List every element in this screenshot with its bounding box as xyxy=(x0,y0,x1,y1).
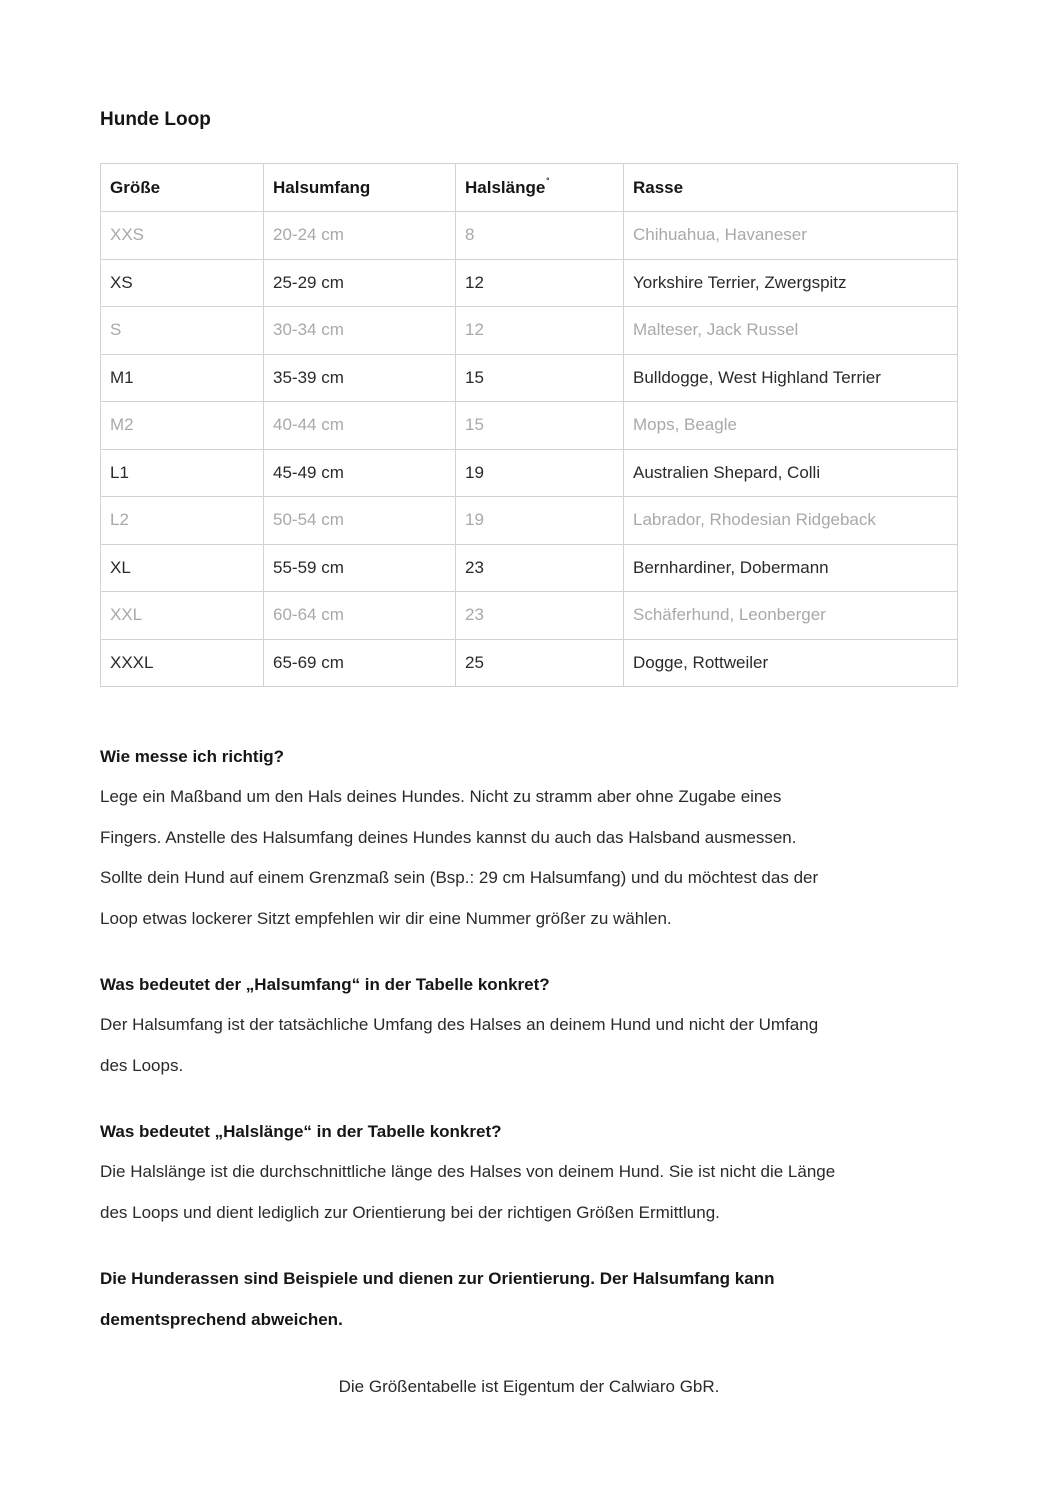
cell-halslaenge: 23 xyxy=(456,592,624,640)
table-row xyxy=(101,449,958,497)
cell-groesse: XXXL xyxy=(101,639,264,687)
table-header-row xyxy=(101,164,958,212)
column-header-rasse: Rasse xyxy=(624,164,958,212)
cell-groesse: XXL xyxy=(101,592,264,640)
cell-rasse: Malteser, Jack Russel xyxy=(624,307,958,355)
table-row xyxy=(101,259,958,307)
cell-halsumfang: 50-54 cm xyxy=(264,497,456,545)
section-heading: Was bedeutet der „Halsumfang“ in der Tabelle konkret? xyxy=(100,975,550,994)
document-body xyxy=(100,737,958,1407)
section-halslaenge-meaning xyxy=(100,1112,958,1233)
section-heading: Was bedeutet „Halslänge“ in der Tabelle konkret? xyxy=(100,1122,502,1141)
section-body-line: Sollte dein Hund auf einem Grenzmaß sein (Bsp.: 29 cm Halsumfang) und du möchtest das der xyxy=(100,868,819,887)
section-halsumfang-meaning xyxy=(100,965,958,1086)
cell-rasse: Mops, Beagle xyxy=(624,402,958,450)
cell-groesse: M2 xyxy=(101,402,264,450)
section-body-line: des Loops und dient lediglich zur Orientierung bei der richtigen Größen Ermittlung. xyxy=(100,1202,720,1222)
column-header-halslaenge-label: Halslänge xyxy=(465,177,546,197)
cell-groesse: XL xyxy=(101,544,264,592)
cell-halsumfang: 55-59 cm xyxy=(264,544,456,592)
column-header-halsumfang: Halsumfang xyxy=(264,164,456,212)
table-row xyxy=(101,544,958,592)
cell-halslaenge: 12 xyxy=(456,259,624,307)
cell-halslaenge: 25 xyxy=(456,639,624,687)
cell-rasse: Yorkshire Terrier, Zwergspitz xyxy=(624,259,958,307)
cell-rasse: Chihuahua, Havaneser xyxy=(624,212,958,260)
cell-rasse: Dogge, Rottweiler xyxy=(624,639,958,687)
cell-halsumfang: 60-64 cm xyxy=(264,592,456,640)
table-row xyxy=(101,639,958,687)
cell-groesse: S xyxy=(101,307,264,355)
table-row xyxy=(101,402,958,450)
cell-groesse: L2 xyxy=(101,497,264,545)
cell-halsumfang: 40-44 cm xyxy=(264,402,456,450)
note-breeds-disclaimer xyxy=(100,1259,958,1340)
cell-halsumfang: 45-49 cm xyxy=(264,449,456,497)
cell-groesse: XS xyxy=(101,259,264,307)
cell-halslaenge: 19 xyxy=(456,449,624,497)
section-body-line: Die Halslänge ist die durchschnittliche länge des Halses von deinem Hund. Sie ist nicht die Länge xyxy=(100,1162,836,1181)
halslaenge-footnote-mark: ˚ xyxy=(546,177,550,189)
section-body-line: Der Halsumfang ist der tatsächliche Umfang des Halses an deinem Hund und nicht der Umfang xyxy=(100,1015,819,1034)
section-heading: Wie messe ich richtig? xyxy=(100,747,285,766)
table-row xyxy=(101,592,958,640)
section-body-line: Fingers. Anstelle des Halsumfang deines Hundes kannst du auch das Halsband ausmessen. xyxy=(100,827,797,847)
section-body-line: Lege ein Maßband um den Hals deines Hundes. Nicht zu stramm aber ohne Zugabe eines xyxy=(100,787,782,806)
note-line: Die Hunderassen sind Beispiele und dienen zur Orientierung. Der Halsumfang kann xyxy=(100,1269,775,1288)
cell-halslaenge: 12 xyxy=(456,307,624,355)
note-line: dementsprechend abweichen. xyxy=(100,1309,343,1329)
cell-groesse: L1 xyxy=(101,449,264,497)
cell-rasse: Bulldogge, West Highland Terrier xyxy=(624,354,958,402)
cell-rasse: Bernhardiner, Dobermann xyxy=(624,544,958,592)
table-row xyxy=(101,307,958,355)
section-body-line: Loop etwas lockerer Sitzt empfehlen wir dir eine Nummer größer zu wählen. xyxy=(100,908,672,928)
cell-halsumfang: 20-24 cm xyxy=(264,212,456,260)
cell-rasse: Schäferhund, Leonberger xyxy=(624,592,958,640)
cell-halslaenge: 19 xyxy=(456,497,624,545)
cell-rasse: Australien Shepard, Colli xyxy=(624,449,958,497)
size-table xyxy=(100,163,958,687)
cell-halsumfang: 25-29 cm xyxy=(264,259,456,307)
cell-halsumfang: 65-69 cm xyxy=(264,639,456,687)
section-body-line: des Loops. xyxy=(100,1055,184,1075)
cell-halslaenge: 8 xyxy=(456,212,624,260)
cell-groesse: XXS xyxy=(101,212,264,260)
cell-halsumfang: 30-34 cm xyxy=(264,307,456,355)
column-header-halslaenge xyxy=(456,164,624,212)
section-how-to-measure xyxy=(100,737,958,939)
table-row xyxy=(101,212,958,260)
cell-halsumfang: 35-39 cm xyxy=(264,354,456,402)
footer-ownership: Die Größentabelle ist Eigentum der Calwiaro GbR. xyxy=(338,1377,720,1396)
page-title: Hunde Loop xyxy=(100,109,211,130)
table-row xyxy=(101,497,958,545)
cell-halslaenge: 15 xyxy=(456,402,624,450)
cell-halslaenge: 15 xyxy=(456,354,624,402)
column-header-groesse: Größe xyxy=(101,164,264,212)
cell-rasse: Labrador, Rhodesian Ridgeback xyxy=(624,497,958,545)
cell-halslaenge: 23 xyxy=(456,544,624,592)
table-row xyxy=(101,354,958,402)
cell-groesse: M1 xyxy=(101,354,264,402)
